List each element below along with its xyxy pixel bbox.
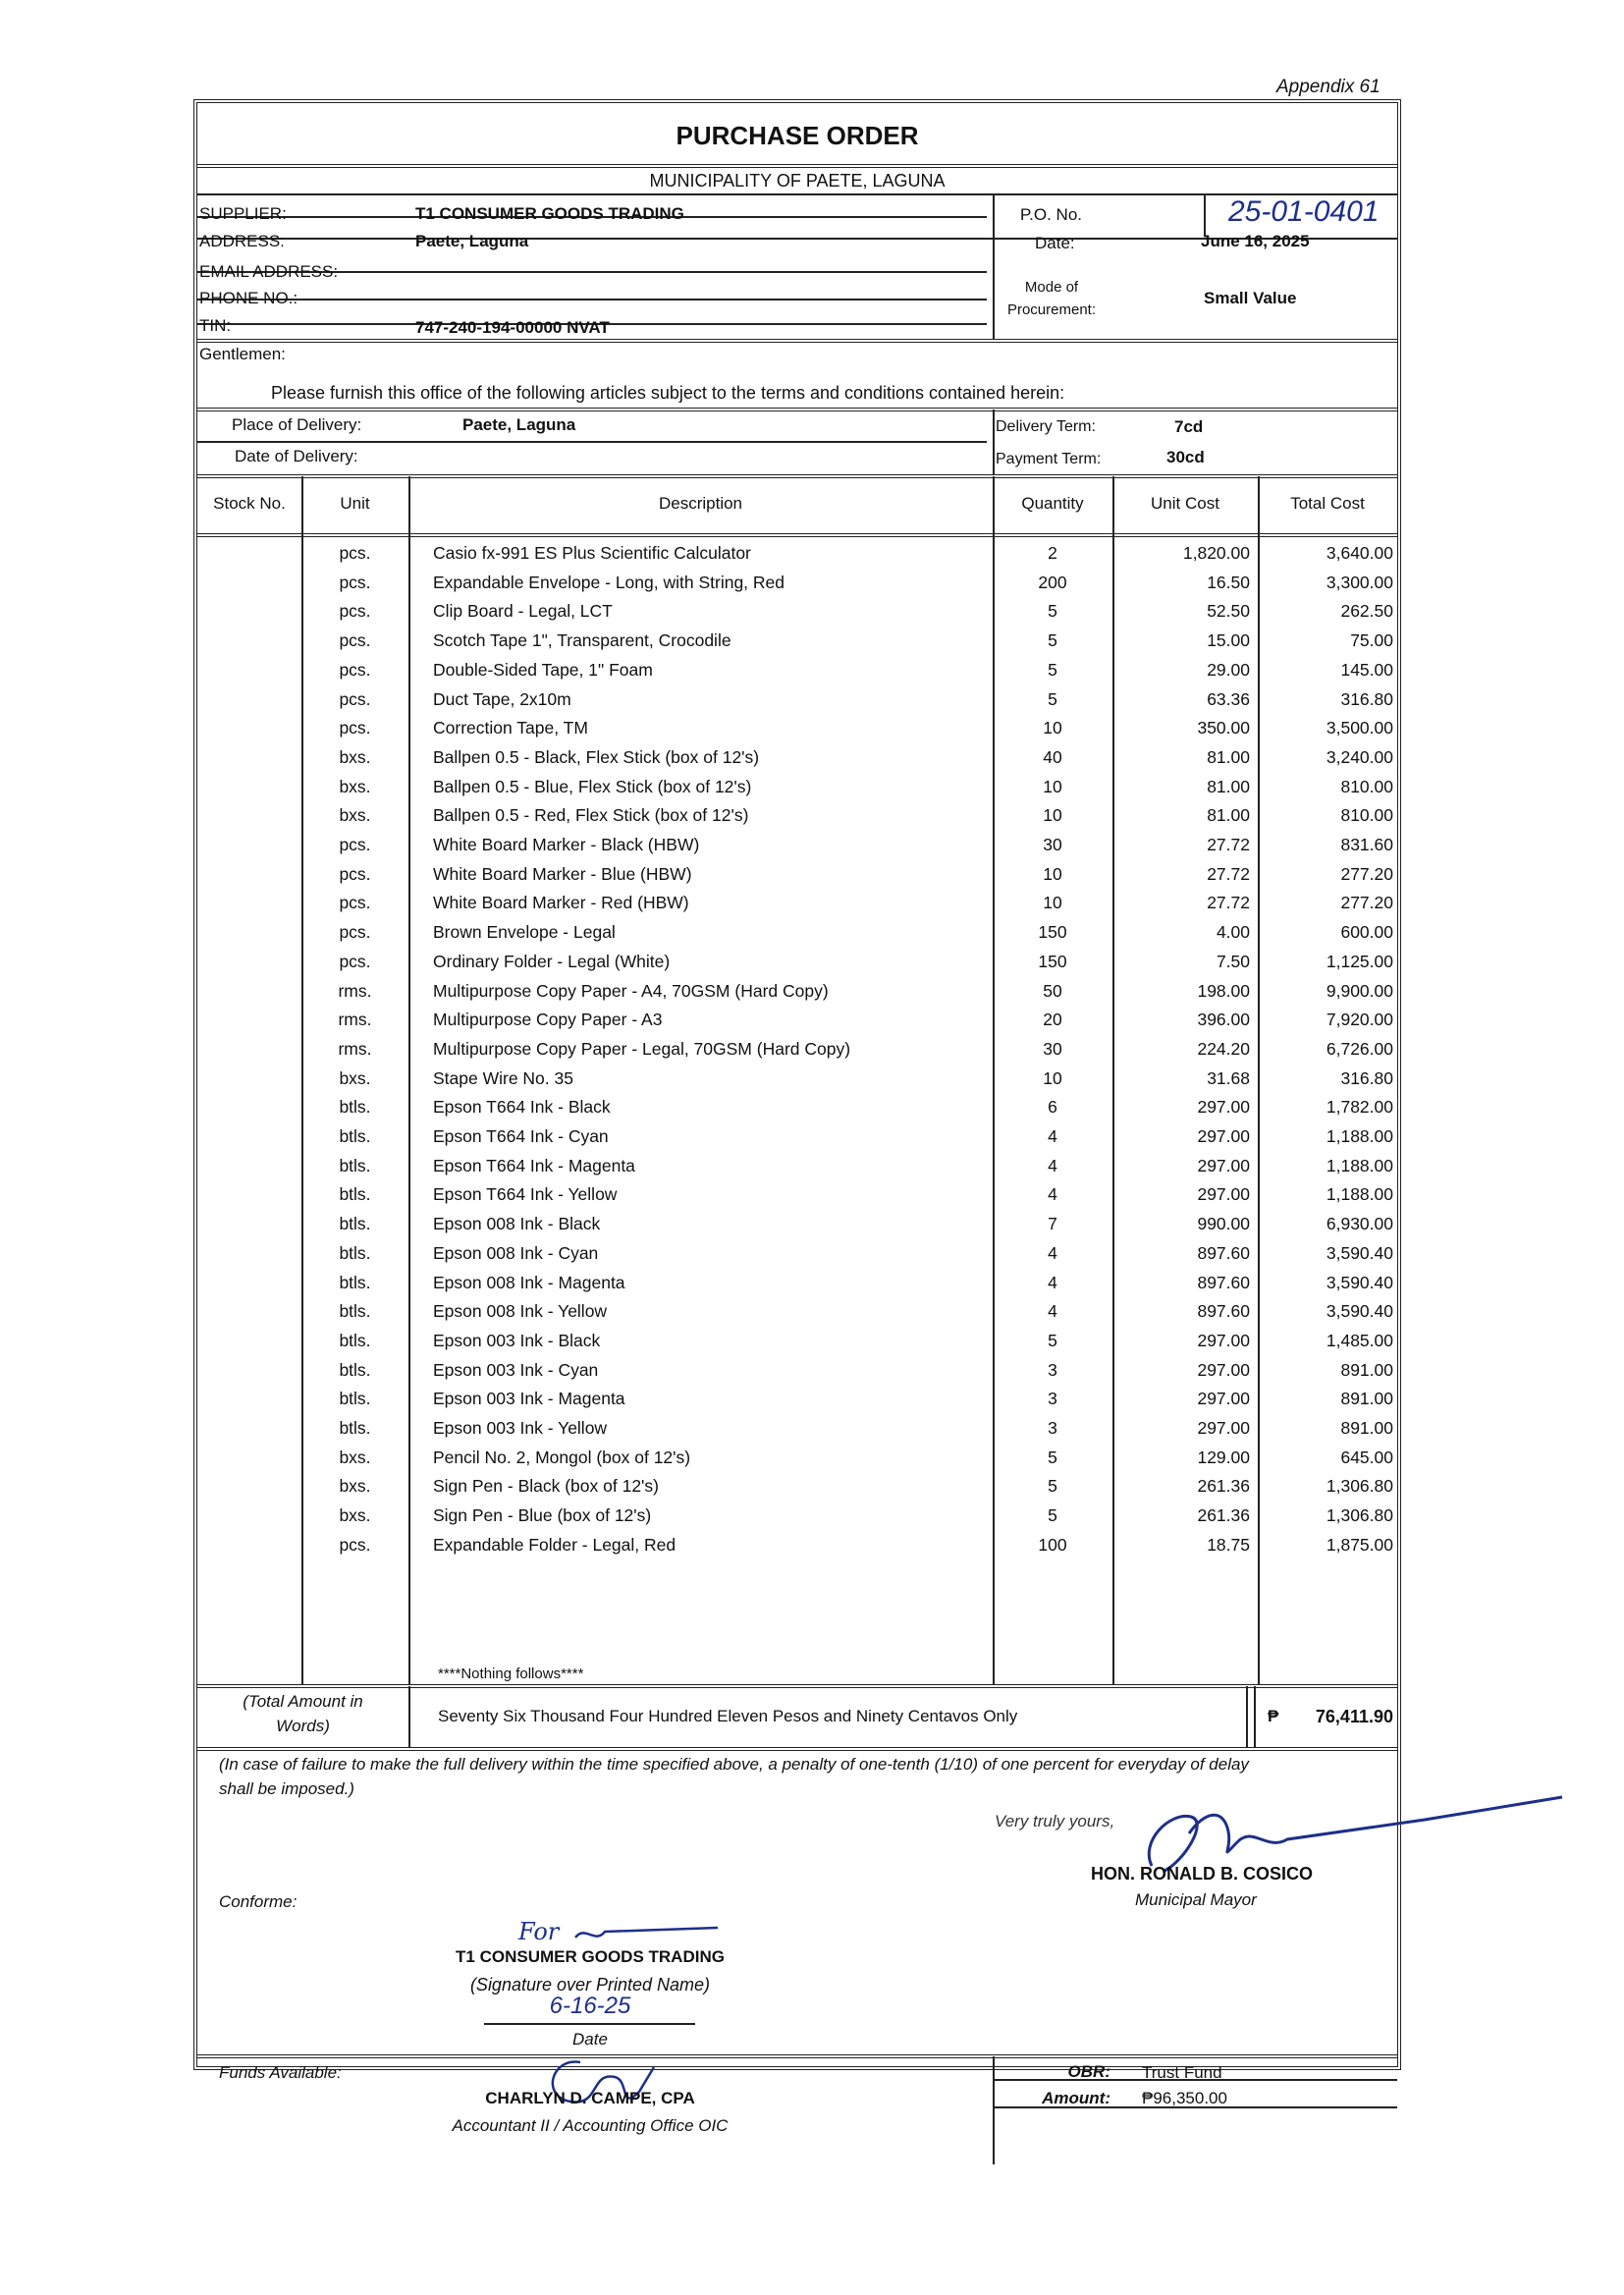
payment-term-label: Payment Term: [996,451,1102,467]
line-item-unit: rms. [338,1038,372,1059]
line-item-total-cost: 1,188.00 [1326,1155,1393,1175]
line-item-unit: btls. [339,1097,371,1118]
line-item-unit: rms. [338,980,372,1001]
line-item-description: Ballpen 0.5 - Black, Flex Stick (box of 12's) [433,746,760,767]
line-item-description: Brown Envelope - Legal [433,922,616,943]
column-header-description: Description [658,494,743,513]
line-item-quantity: 150 [1038,951,1067,971]
supplier-printed-name: T1 CONSUMER GOODS TRADING [456,1947,725,1966]
line-item-unit-cost: 27.72 [1207,893,1250,913]
delivery-term-value: 7cd [1174,417,1204,436]
line-item-description: Expandable Envelope - Long, with String, Red [433,572,785,592]
line-item-unit: btls. [339,1214,371,1234]
line-item-unit-cost: 350.00 [1197,718,1250,738]
line-item-unit-cost: 297.00 [1197,1359,1250,1380]
line-item-unit: pcs. [339,543,371,563]
line-item-quantity: 5 [1048,688,1057,709]
line-item-unit-cost: 897.60 [1197,1272,1250,1292]
line-item-description: Multipurpose Copy Paper - A4, 70GSM (Hard Copy) [433,980,829,1001]
line-item-quantity: 100 [1038,1534,1067,1555]
column-header-unit: Unit [340,494,370,513]
line-item-unit-cost: 297.00 [1197,1097,1250,1118]
line-item-unit-cost: 15.00 [1207,630,1250,651]
line-item-description: Epson T664 Ink - Magenta [433,1155,635,1175]
line-item-unit: btls. [339,1301,371,1322]
date-label: Date: [1035,234,1075,252]
date-caption: Date [572,2030,608,2049]
amount-value: ₱96,350.00 [1142,2089,1227,2107]
nothing-follows-marker: ****Nothing follows**** [438,1666,584,1682]
line-item-unit: bxs. [339,776,371,796]
line-item-total-cost: 3,590.40 [1326,1301,1393,1322]
place-of-delivery-value: Paete, Laguna [462,415,576,434]
tin-label: TIN: [199,316,232,335]
line-item-quantity: 5 [1048,630,1057,651]
line-item-quantity: 4 [1048,1184,1057,1205]
tin-value: 747-240-194-00000 NVAT [415,318,610,337]
line-item-unit: bxs. [339,1447,371,1467]
line-item-unit-cost: 52.50 [1207,601,1250,622]
line-item-unit: pcs. [339,922,371,943]
line-item-quantity: 4 [1048,1126,1057,1146]
line-item-total-cost: 3,300.00 [1326,572,1393,592]
line-item-total-cost: 1,782.00 [1326,1097,1393,1118]
line-item-description: Epson 008 Ink - Yellow [433,1301,608,1322]
conforme-label: Conforme: [219,1892,298,1911]
line-item-unit-cost: 129.00 [1197,1447,1250,1467]
line-item-unit-cost: 81.00 [1207,746,1250,767]
line-item-unit: btls. [339,1126,371,1146]
line-item-total-cost: 3,590.40 [1326,1272,1393,1292]
line-item-description: Expandable Folder - Legal, Red [433,1534,677,1555]
line-item-quantity: 10 [1043,863,1062,884]
line-item-unit-cost: 297.00 [1197,1330,1250,1350]
line-item-unit: pcs. [339,1534,371,1555]
supplier-value: T1 CONSUMER GOODS TRADING [415,204,684,223]
mayor-title: Municipal Mayor [1135,1890,1257,1909]
line-item-description: Casio fx-991 ES Plus Scientific Calculator [433,543,751,563]
line-item-quantity: 5 [1048,659,1057,680]
line-item-quantity: 200 [1038,572,1067,592]
line-item-unit-cost: 261.36 [1197,1505,1250,1526]
line-item-total-cost: 891.00 [1340,1389,1393,1409]
line-item-total-cost: 7,920.00 [1326,1010,1393,1030]
line-item-total-cost: 831.60 [1340,835,1393,854]
line-item-total-cost: 3,640.00 [1326,543,1393,563]
line-item-description: White Board Marker - Red (HBW) [433,893,689,913]
line-item-unit: pcs. [339,835,371,854]
line-item-unit: pcs. [339,718,371,738]
line-item-unit: pcs. [339,601,371,622]
line-item-description: Scotch Tape 1", Transparent, Crocodile [433,630,731,651]
line-item-quantity: 5 [1048,1447,1057,1467]
line-item-total-cost: 1,306.80 [1326,1505,1393,1526]
line-item-quantity: 10 [1043,718,1062,738]
total-words-label-line-2: Words) [276,1717,330,1735]
line-item-unit-cost: 897.60 [1197,1242,1250,1263]
column-header-quantity: Quantity [1021,494,1084,513]
total-amount-words: Seventy Six Thousand Four Hundred Eleven Pesos and Ninety Centavos Only [438,1707,1018,1725]
line-item-unit: pcs. [339,630,371,651]
line-item-unit-cost: 81.00 [1207,776,1250,796]
date-value: June 16, 2025 [1201,232,1310,250]
total-words-label-line-1: (Total Amount in [243,1692,363,1711]
line-item-unit: btls. [339,1155,371,1175]
line-item-unit-cost: 224.20 [1197,1038,1250,1059]
line-item-unit-cost: 7.50 [1216,951,1250,971]
line-item-description: Epson 008 Ink - Magenta [433,1272,625,1292]
line-item-unit: rms. [338,1010,372,1030]
closing-salutation: Very truly yours, [995,1812,1115,1831]
line-item-unit: bxs. [339,1505,371,1526]
line-item-unit-cost: 297.00 [1197,1155,1250,1175]
supplier-label: SUPPLIER: [199,204,287,223]
line-item-quantity: 4 [1048,1301,1057,1322]
funds-available-label: Funds Available: [219,2063,342,2082]
po-number-value: 25-01-0401 [1228,195,1380,228]
line-item-description: Epson T664 Ink - Cyan [433,1126,609,1146]
line-item-quantity: 10 [1043,893,1062,913]
line-item-unit: btls. [339,1272,371,1292]
obr-value: Trust Fund [1142,2063,1222,2082]
line-item-description: Epson 003 Ink - Black [433,1330,601,1350]
line-item-quantity: 3 [1048,1418,1057,1438]
line-item-unit: bxs. [339,1067,371,1088]
line-item-quantity: 50 [1043,980,1062,1001]
line-item-unit-cost: 897.60 [1197,1301,1250,1322]
place-of-delivery-label: Place of Delivery: [232,415,362,434]
line-item-total-cost: 600.00 [1340,922,1393,943]
line-item-unit-cost: 261.36 [1197,1476,1250,1497]
line-item-total-cost: 277.20 [1340,863,1393,884]
line-item-total-cost: 810.00 [1340,776,1393,796]
line-item-unit: bxs. [339,1476,371,1497]
line-item-unit: pcs. [339,659,371,680]
line-item-unit: bxs. [339,805,371,826]
delivery-term-label: Delivery Term: [996,418,1096,435]
mode-label-line-1: Mode of [1024,279,1079,296]
line-item-unit: bxs. [339,746,371,767]
line-item-quantity: 2 [1048,543,1057,563]
payment-term-value: 30cd [1166,448,1205,466]
line-item-unit: btls. [339,1242,371,1263]
line-item-description: Multipurpose Copy Paper - A3 [433,1010,663,1030]
line-item-total-cost: 891.00 [1340,1359,1393,1380]
line-item-quantity: 10 [1043,776,1062,796]
line-item-description: Epson T664 Ink - Black [433,1097,611,1118]
salutation: Gentlemen: [199,345,286,363]
line-item-quantity: 40 [1043,746,1062,767]
line-item-unit-cost: 396.00 [1197,1010,1250,1030]
line-item-unit-cost: 4.00 [1216,922,1250,943]
conforme-date-value: 6-16-25 [549,1993,631,2019]
line-item-total-cost: 1,485.00 [1326,1330,1393,1350]
line-item-unit-cost: 297.00 [1197,1184,1250,1205]
line-item-unit-cost: 29.00 [1207,659,1250,680]
line-item-total-cost: 1,875.00 [1326,1534,1393,1555]
line-item-unit: btls. [339,1184,371,1205]
line-item-quantity: 5 [1048,1330,1057,1350]
line-item-description: Duct Tape, 2x10m [433,688,571,709]
line-item-unit-cost: 297.00 [1197,1418,1250,1438]
line-item-unit-cost: 990.00 [1197,1214,1250,1234]
line-item-quantity: 5 [1048,1476,1057,1497]
line-item-description: Epson 008 Ink - Cyan [433,1242,599,1263]
line-item-total-cost: 75.00 [1350,630,1393,651]
date-of-delivery-label: Date of Delivery: [235,447,358,465]
signature-caption: (Signature over Printed Name) [469,1975,711,1994]
line-item-total-cost: 891.00 [1340,1418,1393,1438]
mode-label-line-2: Procurement: [1006,301,1097,318]
phone-label: PHONE NO.: [199,289,298,307]
line-item-description: Stape Wire No. 35 [433,1067,573,1088]
line-item-total-cost: 145.00 [1340,659,1393,680]
address-value: Paete, Laguna [415,232,529,250]
line-item-description: Ordinary Folder - Legal (White) [433,951,671,971]
line-item-total-cost: 810.00 [1340,805,1393,826]
entity-name: MUNICIPALITY OF PAETE, LAGUNA [649,171,946,191]
line-item-total-cost: 1,188.00 [1326,1184,1393,1205]
peso-sign: ₱ [1268,1707,1279,1725]
total-amount-value: 76,411.90 [1315,1707,1393,1726]
obr-label: OBR: [1067,2062,1110,2081]
line-item-description: Epson 008 Ink - Black [433,1214,601,1234]
line-item-total-cost: 3,590.40 [1326,1242,1393,1263]
line-item-unit: btls. [339,1389,371,1409]
accountant-name: CHARLYN D. CAMPE, CPA [485,2089,695,2107]
accountant-title: Accountant II / Accounting Office OIC [452,2116,729,2135]
line-item-total-cost: 9,900.00 [1326,980,1393,1001]
line-item-description: Ballpen 0.5 - Blue, Flex Stick (box of 12's) [433,776,752,796]
line-item-quantity: 5 [1048,601,1057,622]
instruction-text: Please furnish this office of the following articles subject to the terms and conditions contained herein: [271,383,1065,403]
supplier-signature [570,1920,728,1949]
line-item-quantity: 3 [1048,1359,1057,1380]
line-item-total-cost: 316.80 [1340,1067,1393,1088]
line-item-total-cost: 316.80 [1340,688,1393,709]
line-item-unit-cost: 63.36 [1207,688,1250,709]
penalty-clause-line-1: (In case of failure to make the full delivery within the time specified above, a penalty of one-tenth (1/10) of one percent for everyday of delay [219,1755,1249,1774]
line-item-description: Sign Pen - Blue (box of 12's) [433,1505,652,1526]
line-item-total-cost: 1,188.00 [1326,1126,1393,1146]
penalty-clause-line-2: shall be imposed.) [219,1779,354,1798]
line-item-unit-cost: 18.75 [1207,1534,1250,1555]
line-item-quantity: 7 [1048,1214,1057,1234]
document-title: PURCHASE ORDER [676,121,919,150]
line-item-unit: pcs. [339,863,371,884]
line-item-unit: pcs. [339,893,371,913]
line-item-quantity: 10 [1043,1067,1062,1088]
line-item-description: White Board Marker - Blue (HBW) [433,863,692,884]
line-item-description: Epson 003 Ink - Magenta [433,1389,625,1409]
line-item-quantity: 30 [1043,835,1062,854]
handwritten-for: For [518,1918,560,1945]
line-item-description: Multipurpose Copy Paper - Legal, 70GSM (Hard Copy) [433,1038,851,1059]
line-item-description: Pencil No. 2, Mongol (box of 12's) [433,1447,691,1467]
accountant-signature [521,2052,669,2121]
mayor-name: HON. RONALD B. COSICO [1091,1864,1314,1884]
line-item-quantity: 150 [1038,922,1067,943]
line-item-quantity: 3 [1048,1389,1057,1409]
line-item-description: Ballpen 0.5 - Red, Flex Stick (box of 12's) [433,805,749,826]
amount-label: Amount: [1042,2089,1110,2107]
line-item-unit-cost: 297.00 [1197,1389,1250,1409]
po-number-label: P.O. No. [1020,205,1082,224]
column-header-unit-cost: Unit Cost [1151,494,1219,513]
line-item-description: Epson 003 Ink - Cyan [433,1359,599,1380]
line-item-unit: btls. [339,1359,371,1380]
mode-value: Small Value [1204,289,1297,307]
line-item-unit-cost: 198.00 [1197,980,1250,1001]
column-header-total-cost: Total Cost [1290,494,1365,513]
line-item-description: Clip Board - Legal, LCT [433,601,613,622]
line-item-quantity: 20 [1043,1010,1062,1030]
line-item-total-cost: 6,726.00 [1326,1038,1393,1059]
line-item-unit-cost: 27.72 [1207,863,1250,884]
line-item-quantity: 4 [1048,1272,1057,1292]
line-item-total-cost: 3,500.00 [1326,718,1393,738]
column-header-stock-no: Stock No. [213,494,286,513]
line-item-quantity: 30 [1043,1038,1062,1059]
line-item-unit-cost: 31.68 [1207,1067,1250,1088]
line-item-description: Epson T664 Ink - Yellow [433,1184,618,1205]
line-item-description: Double-Sided Tape, 1" Foam [433,659,653,680]
line-item-unit-cost: 297.00 [1197,1126,1250,1146]
purchase-order-form [193,99,1401,2135]
line-item-total-cost: 277.20 [1340,893,1393,913]
appendix-label: Appendix 61 [1276,77,1380,97]
line-item-quantity: 6 [1048,1097,1057,1118]
line-item-description: Correction Tape, TM [433,718,588,738]
line-item-unit-cost: 1,820.00 [1182,543,1250,563]
line-item-unit-cost: 16.50 [1207,572,1250,592]
line-item-quantity: 4 [1048,1242,1057,1263]
line-item-unit-cost: 81.00 [1207,805,1250,826]
line-item-unit: btls. [339,1330,371,1350]
line-item-unit: pcs. [339,688,371,709]
line-item-quantity: 5 [1048,1505,1057,1526]
line-item-quantity: 4 [1048,1155,1057,1175]
line-item-description: White Board Marker - Black (HBW) [433,835,700,854]
line-item-unit: pcs. [339,572,371,592]
line-item-total-cost: 262.50 [1340,601,1393,622]
line-item-total-cost: 645.00 [1340,1447,1393,1467]
line-item-total-cost: 1,306.80 [1326,1476,1393,1497]
line-item-total-cost: 6,930.00 [1326,1214,1393,1234]
line-item-total-cost: 3,240.00 [1326,746,1393,767]
line-item-description: Sign Pen - Black (box of 12's) [433,1476,659,1497]
line-item-description: Epson 003 Ink - Yellow [433,1418,608,1438]
line-item-total-cost: 1,125.00 [1326,951,1393,971]
email-label: EMAIL ADDRESS: [199,262,339,281]
line-item-unit-cost: 27.72 [1207,835,1250,854]
address-label: ADDRESS: [199,232,285,250]
line-item-unit: btls. [339,1418,371,1438]
line-item-quantity: 10 [1043,805,1062,826]
line-item-unit: pcs. [339,951,371,971]
